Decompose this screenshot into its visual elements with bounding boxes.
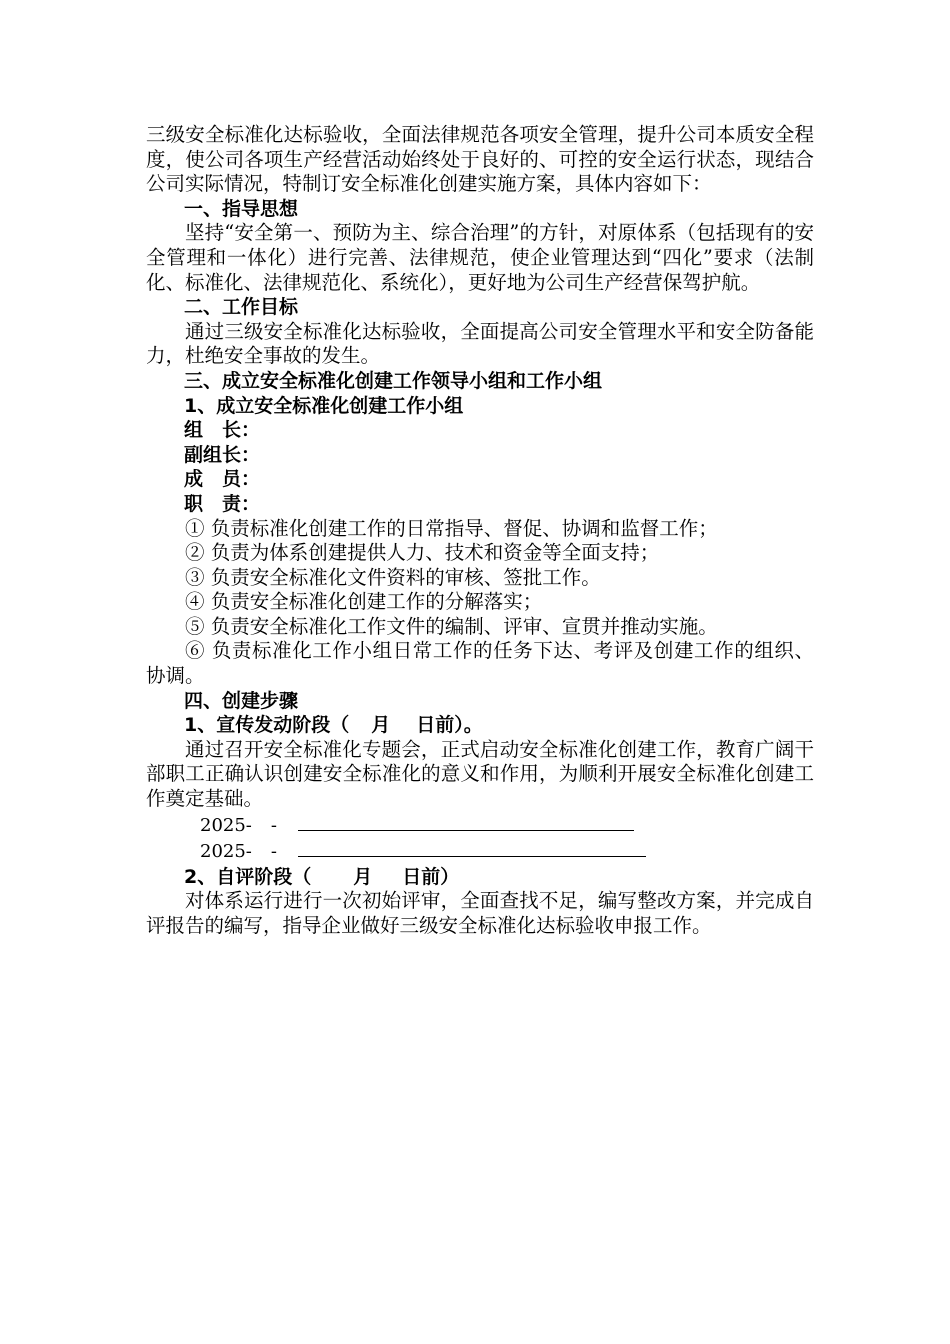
step1-month: 月 (371, 714, 391, 737)
duty-item: ⑥ 负责标准化工作小组日常工作的任务下达、考评及创建工作的组织、协调。 (146, 639, 814, 688)
duties-label: 职 责： (184, 492, 261, 515)
document-body (146, 123, 814, 939)
duty-item: ⑤ 负责安全标准化工作文件的编制、评审、宣贯并推动实施。 (185, 614, 718, 638)
duty-item: ① 负责标准化创建工作的日常指导、督促、协调和监督工作； (185, 516, 718, 540)
step2-month: 月 (353, 865, 373, 888)
section-heading-2: 二、工作目标 (184, 296, 299, 319)
guiding-ideology-paragraph: 坚持“安全第一、预防为主、综合治理”的方针，对原体系（包括现有的安全管理和一体化）进行完善、法律规范，使企业管理达到“四化”要求（法制化、标准化、法律规范化、系统化），更好地为公司生产经营保驾护航。 (146, 221, 814, 294)
schedule-blank-line (298, 812, 634, 831)
step1-title-text: 1、宣传发动阶段（ (184, 714, 350, 737)
step2-title (146, 865, 814, 890)
section-heading-1: 一、指导思想 (184, 197, 299, 220)
schedule-year: 2025- (200, 841, 252, 863)
group-leader-label: 组 长： (184, 419, 261, 442)
schedule-row (146, 812, 814, 839)
section-heading-3: 三、成立安全标准化创建工作领导小组和工作小组 (184, 369, 603, 392)
step1-paragraph: 通过召开安全标准化专题会，正式启动安全标准化创建工作，教育广阔干部职工正确认识创建安全标准化的意义和作用，为顺利开展安全标准化创建工作奠定基础。 (146, 737, 814, 811)
step2-day: 日前） (402, 865, 460, 888)
members-label: 成 员： (184, 468, 261, 491)
duty-item: ④ 负责安全标准化创建工作的分解落实； (185, 590, 543, 614)
step2-title-text: 2、自评阶段（ (184, 865, 312, 888)
schedule-dash: - (270, 814, 277, 836)
subheading-working-group: 1、成立安全标准化创建工作小组 (184, 394, 464, 417)
work-goal-paragraph: 通过三级安全标准化达标验收，全面提高公司安全管理水平和安全防备能力，杜绝安全事故的发生。 (146, 319, 814, 368)
schedule-blank-line (298, 838, 646, 857)
schedule-dash: - (270, 841, 277, 863)
step1-title (146, 713, 814, 738)
section-heading-4: 四、创建步骤 (184, 689, 299, 712)
intro-paragraph: 三级安全标准化达标验收，全面法律规范各项安全管理，提升公司本质安全程度，使公司各项生产经营活动始终处于良好的、可控的安全运行状态，现结合公司实际情况，特制订安全标准化创建实施方案，具体内容如下： (146, 123, 814, 196)
step2-paragraph: 对体系运行进行一次初始评审，全面查找不足，编写整改方案，并完成自评报告的编写，指导企业做好三级安全标准化达标验收申报工作。 (146, 889, 814, 937)
duty-item: ② 负责为体系创建提供人力、技术和资金等全面支持； (185, 541, 660, 565)
schedule-year: 2025- (200, 814, 252, 836)
duty-item: ③ 负责安全标准化文件资料的审核、签批工作。 (185, 565, 601, 589)
schedule-row (146, 838, 814, 865)
step1-day: 日前）。 (416, 714, 483, 737)
deputy-leader-label: 副组长： (184, 443, 261, 466)
